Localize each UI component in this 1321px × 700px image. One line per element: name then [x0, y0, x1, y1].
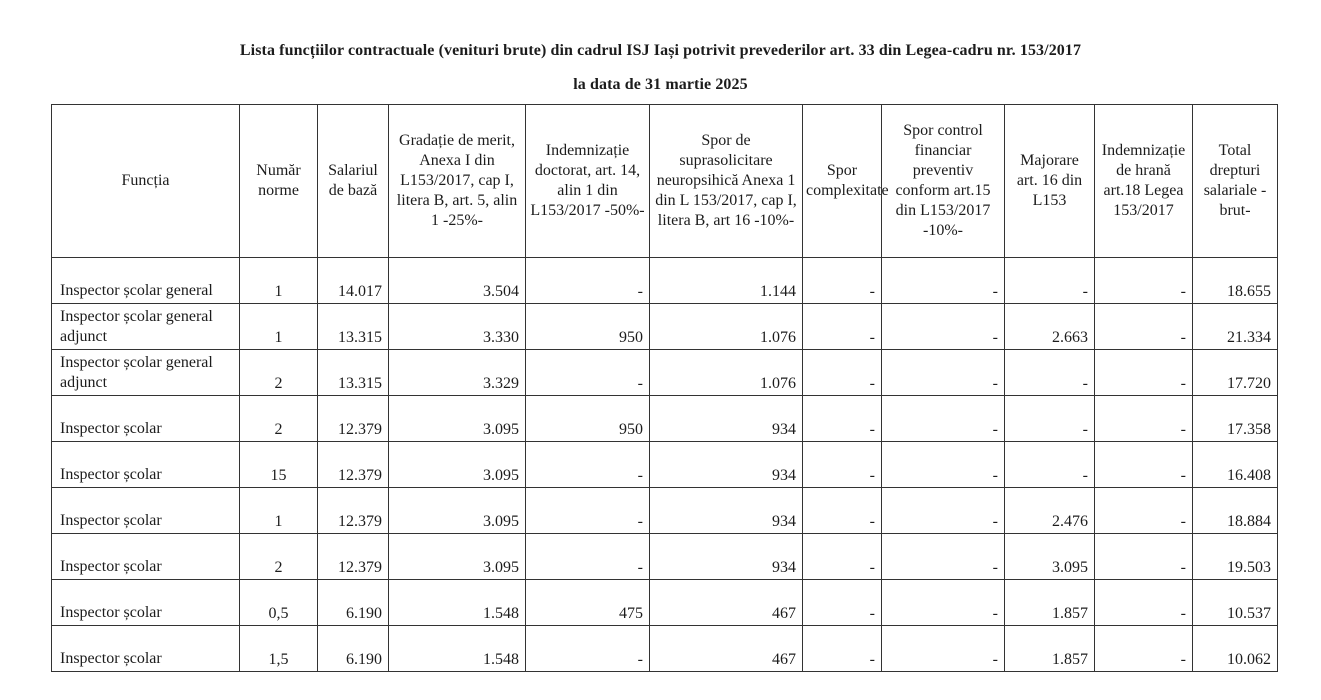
- header-total-drepturi: Total drepturi salariale -brut-: [1193, 105, 1278, 258]
- cell-spor-suprasolicitare: 934: [650, 534, 803, 580]
- cell-majorare: 3.095: [1005, 534, 1095, 580]
- cell-spor-suprasolicitare: 1.076: [650, 304, 803, 350]
- cell-spor-complexitate: -: [803, 442, 882, 488]
- cell-spor-control-financiar: -: [882, 304, 1005, 350]
- cell-functia: Inspector școlar: [52, 534, 240, 580]
- cell-majorare: -: [1005, 396, 1095, 442]
- header-row: [52, 105, 1278, 258]
- cell-spor-control-financiar: -: [882, 258, 1005, 304]
- cell-salariul-de-baza: 14.017: [318, 258, 389, 304]
- header-majorare: Majorare art. 16 din L153: [1005, 105, 1095, 258]
- cell-spor-suprasolicitare: 934: [650, 396, 803, 442]
- cell-gradatie-merit: 3.095: [389, 396, 526, 442]
- header-salariul-de-baza: Salariul de bază: [318, 105, 389, 258]
- cell-functia: Inspector școlar: [52, 580, 240, 626]
- cell-total: 16.408: [1193, 442, 1278, 488]
- cell-spor-control-financiar: -: [882, 626, 1005, 672]
- cell-functia: Inspector școlar: [52, 488, 240, 534]
- cell-indemnizatie-doctorat: -: [526, 350, 650, 396]
- cell-spor-complexitate: -: [803, 258, 882, 304]
- header-spor-control-financiar: Spor control financiar preventiv conform art.15 din L153/2017 -10%-: [882, 105, 1005, 258]
- cell-spor-complexitate: -: [803, 350, 882, 396]
- cell-salariul-de-baza: 6.190: [318, 580, 389, 626]
- cell-numar-norme: 1: [240, 258, 318, 304]
- cell-numar-norme: 1: [240, 304, 318, 350]
- cell-total: 17.720: [1193, 350, 1278, 396]
- cell-indemnizatie-hrana: -: [1095, 534, 1193, 580]
- table-row: [52, 350, 1278, 396]
- table-row: [52, 534, 1278, 580]
- cell-indemnizatie-hrana: -: [1095, 304, 1193, 350]
- table-row: [52, 580, 1278, 626]
- cell-indemnizatie-doctorat: -: [526, 626, 650, 672]
- cell-salariul-de-baza: 12.379: [318, 442, 389, 488]
- cell-numar-norme: 15: [240, 442, 318, 488]
- cell-majorare: -: [1005, 442, 1095, 488]
- cell-numar-norme: 1: [240, 488, 318, 534]
- cell-spor-complexitate: -: [803, 534, 882, 580]
- cell-total: 21.334: [1193, 304, 1278, 350]
- cell-spor-suprasolicitare: 1.144: [650, 258, 803, 304]
- cell-salariul-de-baza: 12.379: [318, 488, 389, 534]
- cell-numar-norme: 2: [240, 396, 318, 442]
- cell-indemnizatie-doctorat: 950: [526, 304, 650, 350]
- cell-indemnizatie-doctorat: -: [526, 488, 650, 534]
- cell-indemnizatie-doctorat: -: [526, 534, 650, 580]
- header-indemnizatie-doctorat: Indemnizație doctorat, art. 14, alin 1 din L153/2017 -50%-: [526, 105, 650, 258]
- cell-gradatie-merit: 1.548: [389, 626, 526, 672]
- cell-indemnizatie-hrana: -: [1095, 396, 1193, 442]
- cell-spor-complexitate: -: [803, 580, 882, 626]
- cell-total: 18.884: [1193, 488, 1278, 534]
- cell-gradatie-merit: 1.548: [389, 580, 526, 626]
- cell-spor-complexitate: -: [803, 396, 882, 442]
- cell-indemnizatie-hrana: -: [1095, 488, 1193, 534]
- cell-majorare: -: [1005, 258, 1095, 304]
- cell-indemnizatie-doctorat: 950: [526, 396, 650, 442]
- cell-salariul-de-baza: 6.190: [318, 626, 389, 672]
- cell-salariul-de-baza: 12.379: [318, 396, 389, 442]
- cell-spor-control-financiar: -: [882, 488, 1005, 534]
- cell-numar-norme: 0,5: [240, 580, 318, 626]
- cell-spor-complexitate: -: [803, 488, 882, 534]
- header-spor-suprasolicitare: Spor de suprasolicitare neuropsihică Anexa 1 din L 153/2017, cap I, litera B, art 16 -10%-: [650, 105, 803, 258]
- salary-table: [51, 104, 1278, 672]
- cell-functia: Inspector școlar: [52, 626, 240, 672]
- cell-indemnizatie-hrana: -: [1095, 580, 1193, 626]
- table-row: [52, 396, 1278, 442]
- cell-indemnizatie-hrana: -: [1095, 442, 1193, 488]
- cell-spor-suprasolicitare: 934: [650, 442, 803, 488]
- cell-numar-norme: 2: [240, 534, 318, 580]
- header-numar-norme: Număr norme: [240, 105, 318, 258]
- cell-spor-suprasolicitare: 467: [650, 626, 803, 672]
- cell-numar-norme: 1,5: [240, 626, 318, 672]
- cell-salariul-de-baza: 13.315: [318, 350, 389, 396]
- cell-gradatie-merit: 3.095: [389, 488, 526, 534]
- cell-numar-norme: 2: [240, 350, 318, 396]
- cell-indemnizatie-doctorat: 475: [526, 580, 650, 626]
- cell-spor-control-financiar: -: [882, 580, 1005, 626]
- cell-spor-complexitate: -: [803, 626, 882, 672]
- cell-functia: Inspector școlar: [52, 396, 240, 442]
- cell-gradatie-merit: 3.504: [389, 258, 526, 304]
- cell-spor-suprasolicitare: 1.076: [650, 350, 803, 396]
- cell-functia: Inspector școlar general: [52, 258, 240, 304]
- cell-total: 10.537: [1193, 580, 1278, 626]
- cell-spor-control-financiar: -: [882, 534, 1005, 580]
- cell-total: 19.503: [1193, 534, 1278, 580]
- header-indemnizatie-hrana: Indemnizație de hrană art.18 Legea 153/2017: [1095, 105, 1193, 258]
- cell-indemnizatie-hrana: -: [1095, 350, 1193, 396]
- header-spor-complexitate: Spor complexitate: [803, 105, 882, 258]
- cell-majorare: 1.857: [1005, 580, 1095, 626]
- cell-gradatie-merit: 3.329: [389, 350, 526, 396]
- cell-total: 17.358: [1193, 396, 1278, 442]
- cell-functia: Inspector școlar: [52, 442, 240, 488]
- cell-salariul-de-baza: 12.379: [318, 534, 389, 580]
- cell-majorare: 2.476: [1005, 488, 1095, 534]
- document-title: Lista funcțiilor contractuale (venituri brute) din cadrul ISJ Iași potrivit prevederilor art. 33 din Legea-cadru nr. 153/2017: [239, 42, 1082, 59]
- cell-total: 10.062: [1193, 626, 1278, 672]
- cell-indemnizatie-doctorat: -: [526, 442, 650, 488]
- cell-gradatie-merit: 3.330: [389, 304, 526, 350]
- cell-functia: Inspector școlar general adjunct: [52, 304, 240, 350]
- cell-indemnizatie-hrana: -: [1095, 626, 1193, 672]
- header-functia: Funcția: [52, 105, 240, 258]
- header-gradatie-merit: Gradație de merit, Anexa I din L153/2017, cap I, litera B, art. 5, alin 1 -25%-: [389, 105, 526, 258]
- cell-gradatie-merit: 3.095: [389, 442, 526, 488]
- cell-indemnizatie-doctorat: -: [526, 258, 650, 304]
- cell-indemnizatie-hrana: -: [1095, 258, 1193, 304]
- cell-gradatie-merit: 3.095: [389, 534, 526, 580]
- cell-majorare: 2.663: [1005, 304, 1095, 350]
- table-row: [52, 442, 1278, 488]
- cell-total: 18.655: [1193, 258, 1278, 304]
- document-date: la data de 31 martie 2025: [573, 76, 748, 93]
- cell-functia: Inspector școlar general adjunct: [52, 350, 240, 396]
- cell-spor-suprasolicitare: 934: [650, 488, 803, 534]
- cell-majorare: 1.857: [1005, 626, 1095, 672]
- table-row: [52, 258, 1278, 304]
- cell-spor-complexitate: -: [803, 304, 882, 350]
- table-row: [52, 488, 1278, 534]
- cell-spor-control-financiar: -: [882, 442, 1005, 488]
- cell-salariul-de-baza: 13.315: [318, 304, 389, 350]
- table-row: [52, 304, 1278, 350]
- cell-spor-control-financiar: -: [882, 350, 1005, 396]
- cell-spor-control-financiar: -: [882, 396, 1005, 442]
- cell-spor-suprasolicitare: 467: [650, 580, 803, 626]
- table-row: [52, 626, 1278, 672]
- cell-majorare: -: [1005, 350, 1095, 396]
